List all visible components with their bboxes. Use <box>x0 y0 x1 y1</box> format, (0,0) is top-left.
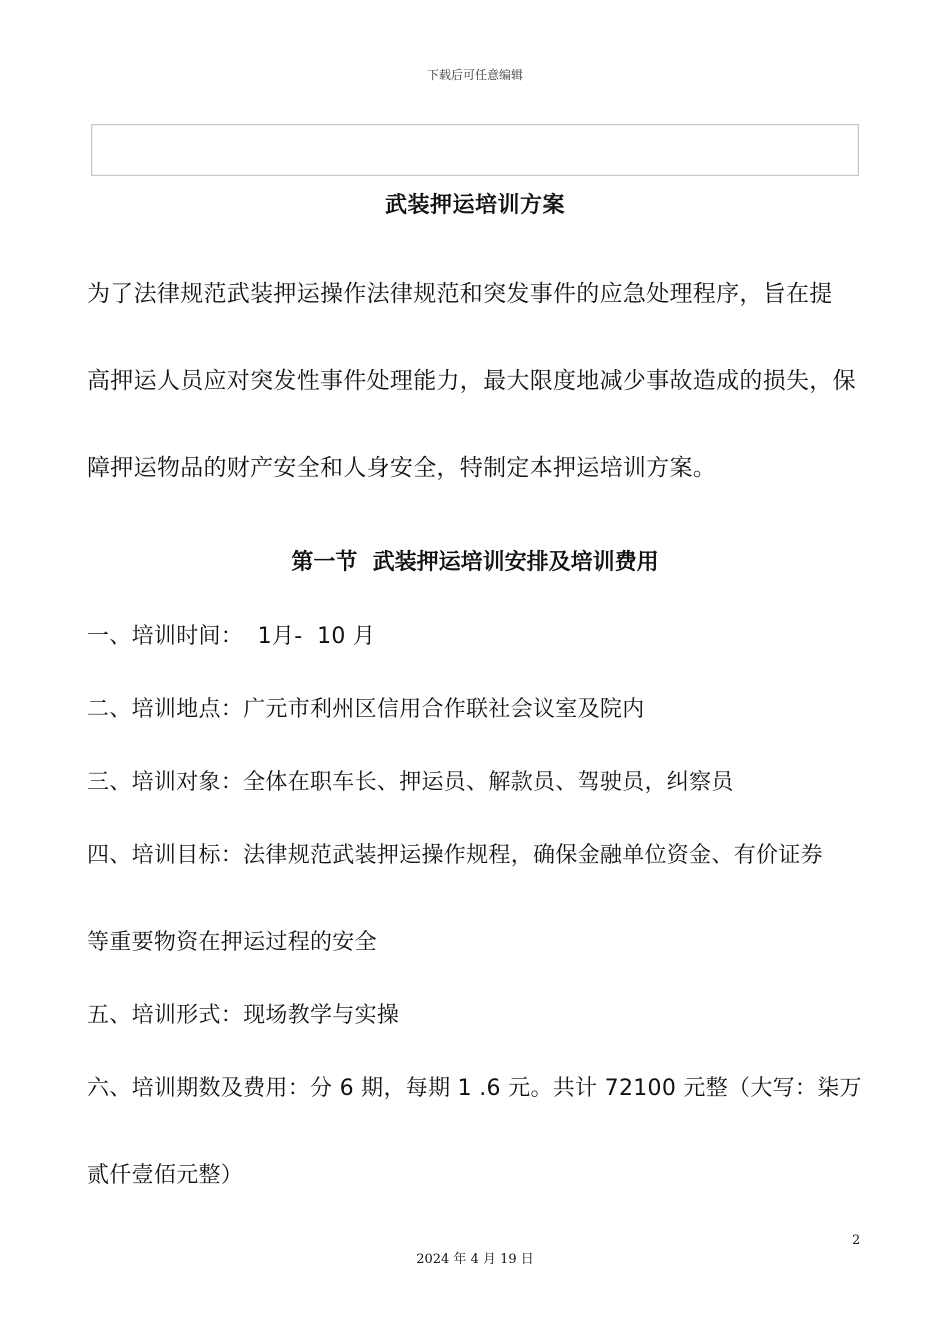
list-item-cost: 六、培训期数及费用：分 6 期，每期 1 .6 元。共计 72100 元整（大写：柒万 <box>87 1076 862 1101</box>
footer-date: 2024 年 4 月 19 日 <box>416 1252 534 1267</box>
section-title: 第一节 武装押运培训安排及培训费用 <box>291 550 659 575</box>
list-item-audience: 三、培训对象：全体在职车长、押运员、解款员、驾驶员，纠察员 <box>87 770 734 795</box>
intro-line: 高押运人员应对突发性事件处理能力，最大限度地减少事故造成的损失，保 <box>87 368 856 394</box>
empty-text-box <box>91 124 859 176</box>
list-item-location: 二、培训地点：广元市利州区信用合作联社会议室及院内 <box>87 697 645 722</box>
intro-line: 障押运物品的财产安全和人身安全，特制定本押运培训方案。 <box>87 455 717 481</box>
list-item-goal: 四、培训目标：法律规范武装押运操作规程，确保金融单位资金、有价证券 <box>87 843 823 868</box>
document-title: 武装押运培训方案 <box>384 193 565 218</box>
list-item-time: 一、培训时间： 1月- 10 月 <box>87 624 376 649</box>
page-number: 2 <box>852 1233 861 1248</box>
intro-line: 为了法律规范武装押运操作法律规范和突发事件的应急处理程序，旨在提 <box>87 281 833 307</box>
header-note: 下载后可任意编辑 <box>426 68 523 82</box>
list-item-format: 五、培训形式：现场教学与实操 <box>87 1003 400 1028</box>
list-item-goal-continued: 等重要物资在押运过程的安全 <box>87 930 377 955</box>
list-item-cost-continued: 贰仟壹佰元整） <box>87 1163 244 1188</box>
